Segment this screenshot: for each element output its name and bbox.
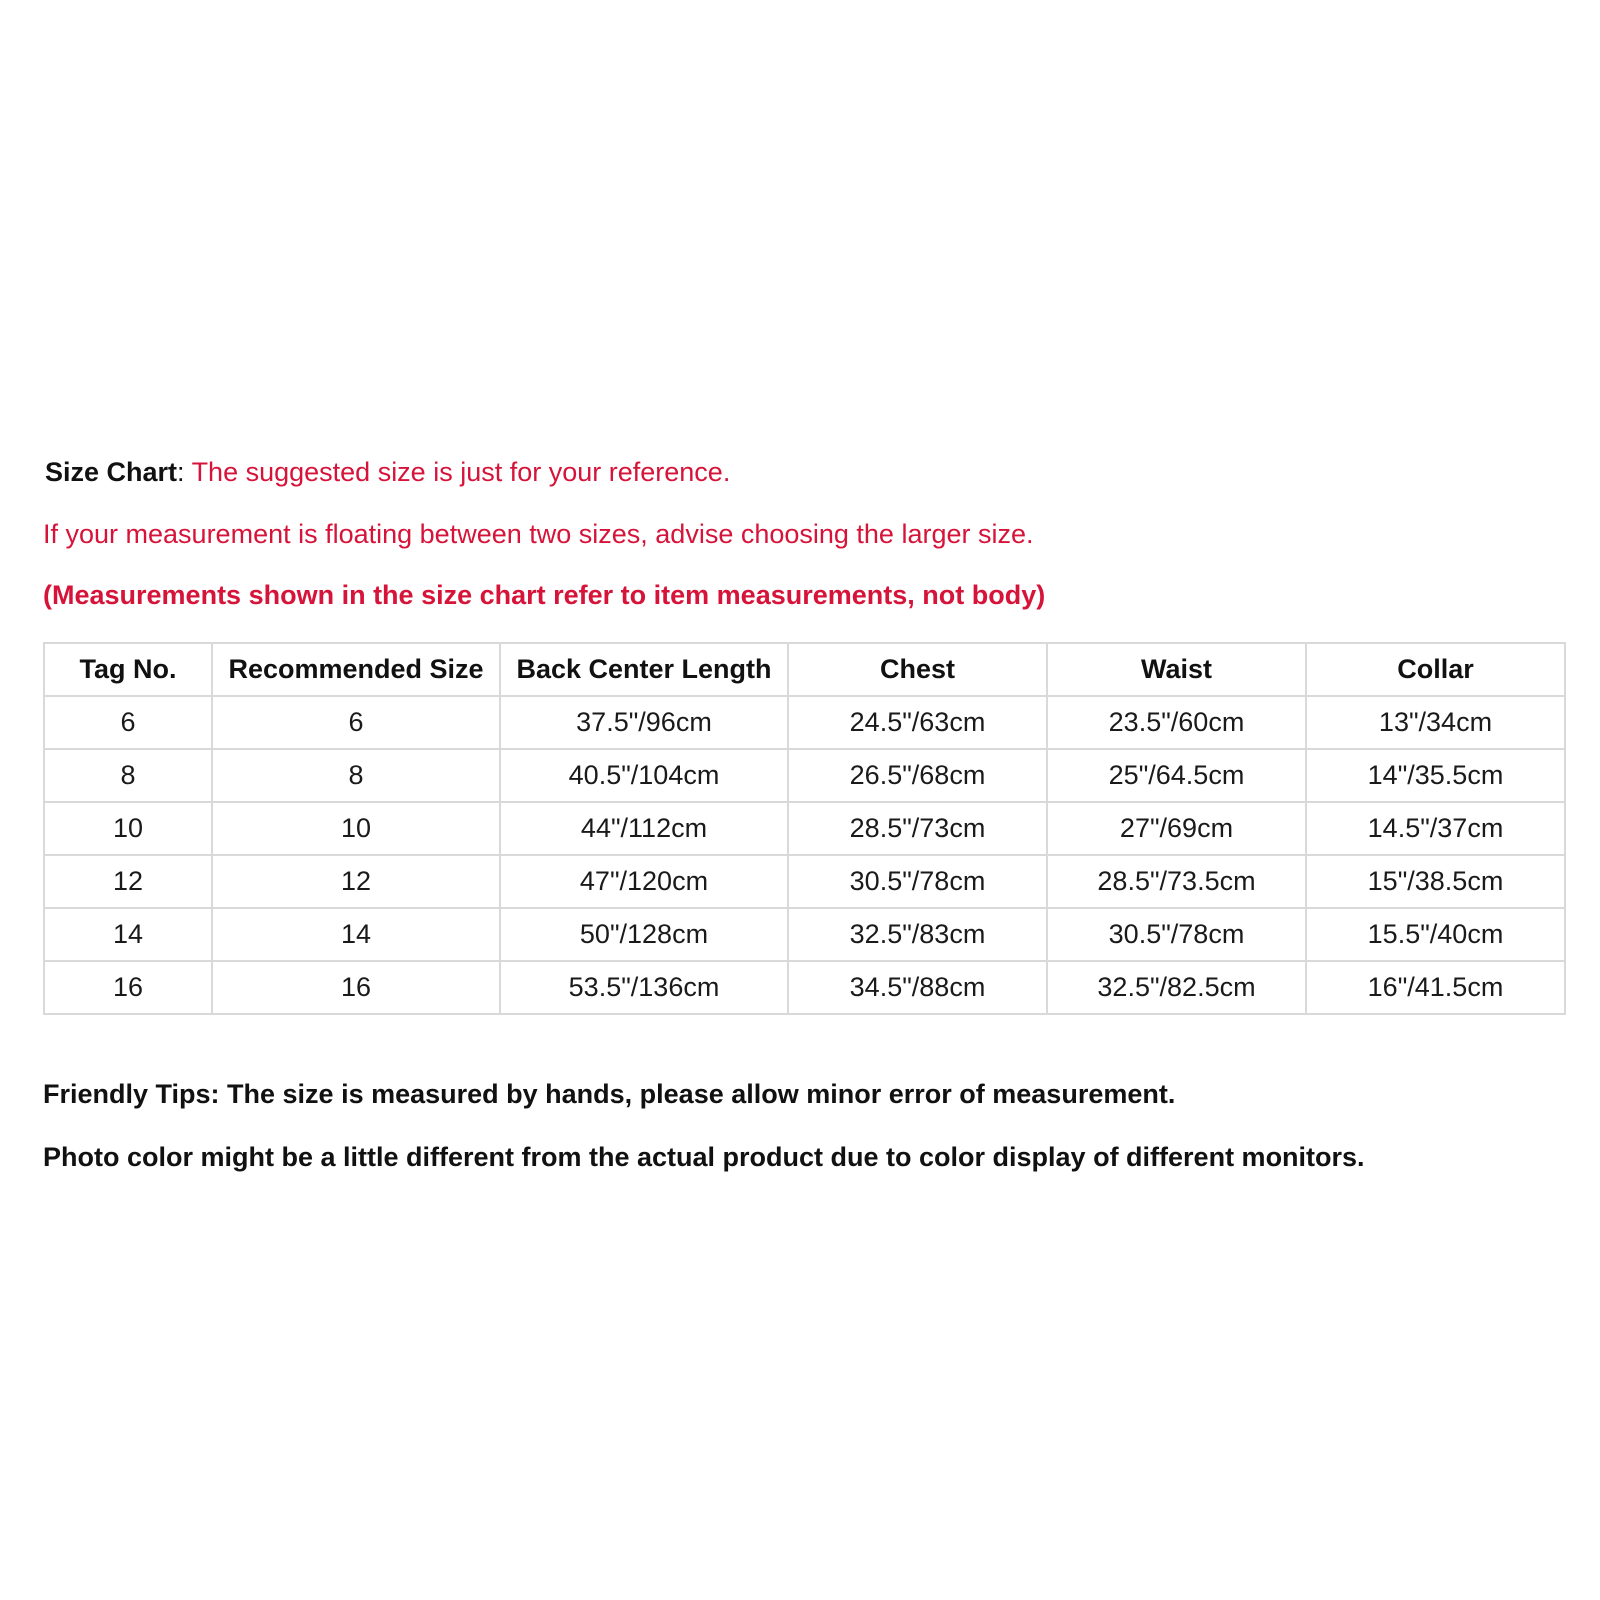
friendly-tips: Friendly Tips: The size is measured by hands, please allow minor error of measurement. bbox=[43, 1079, 1176, 1109]
table-header-row bbox=[44, 643, 1565, 696]
table-cell: 37.5"/96cm bbox=[500, 696, 788, 749]
table-cell: 23.5"/60cm bbox=[1047, 696, 1306, 749]
size-chart-label: Size Chart bbox=[45, 457, 178, 487]
table-cell: 44"/112cm bbox=[500, 802, 788, 855]
table-cell: 32.5"/82.5cm bbox=[1047, 961, 1306, 1014]
table-cell: 14.5"/37cm bbox=[1306, 802, 1565, 855]
reference-note: The suggested size is just for your reference. bbox=[191, 457, 731, 487]
sizing-advice: If your measurement is floating between two sizes, advise choosing the larger size. bbox=[43, 519, 1034, 549]
table-cell: 25"/64.5cm bbox=[1047, 749, 1306, 802]
table-cell: 14 bbox=[44, 908, 212, 961]
table-cell: 16"/41.5cm bbox=[1306, 961, 1565, 1014]
column-header-recommended-size: Recommended Size bbox=[212, 643, 500, 696]
table-cell: 24.5"/63cm bbox=[788, 696, 1047, 749]
measurement-note: (Measurements shown in the size chart refer to item measurements, not body) bbox=[43, 580, 1046, 610]
table-cell: 12 bbox=[44, 855, 212, 908]
table-row bbox=[44, 696, 1565, 749]
column-header-collar: Collar bbox=[1306, 643, 1565, 696]
table-cell: 27"/69cm bbox=[1047, 802, 1306, 855]
column-header-back-center-length: Back Center Length bbox=[500, 643, 788, 696]
table-row bbox=[44, 855, 1565, 908]
table-cell: 6 bbox=[212, 696, 500, 749]
color-disclaimer: Photo color might be a little different from the actual product due to color display of different monitors. bbox=[43, 1142, 1365, 1172]
size-chart-heading bbox=[45, 455, 730, 489]
table-cell: 10 bbox=[44, 802, 212, 855]
table-cell: 53.5"/136cm bbox=[500, 961, 788, 1014]
table-cell: 13"/34cm bbox=[1306, 696, 1565, 749]
column-header-waist: Waist bbox=[1047, 643, 1306, 696]
table-cell: 47"/120cm bbox=[500, 855, 788, 908]
table-cell: 26.5"/68cm bbox=[788, 749, 1047, 802]
table-cell: 6 bbox=[44, 696, 212, 749]
table-cell: 15.5"/40cm bbox=[1306, 908, 1565, 961]
heading-separator: : bbox=[177, 457, 192, 487]
table-cell: 32.5"/83cm bbox=[788, 908, 1047, 961]
table-cell: 16 bbox=[44, 961, 212, 1014]
table-cell: 30.5"/78cm bbox=[1047, 908, 1306, 961]
table-cell: 16 bbox=[212, 961, 500, 1014]
table-row bbox=[44, 961, 1565, 1014]
table-cell: 50"/128cm bbox=[500, 908, 788, 961]
table-row bbox=[44, 802, 1565, 855]
table-cell: 40.5"/104cm bbox=[500, 749, 788, 802]
table-cell: 28.5"/73cm bbox=[788, 802, 1047, 855]
column-header-tag-no: Tag No. bbox=[44, 643, 212, 696]
table-cell: 14"/35.5cm bbox=[1306, 749, 1565, 802]
table-cell: 10 bbox=[212, 802, 500, 855]
table-cell: 8 bbox=[44, 749, 212, 802]
table-cell: 15"/38.5cm bbox=[1306, 855, 1565, 908]
table-cell: 28.5"/73.5cm bbox=[1047, 855, 1306, 908]
table-row bbox=[44, 749, 1565, 802]
table-cell: 8 bbox=[212, 749, 500, 802]
table-cell: 34.5"/88cm bbox=[788, 961, 1047, 1014]
table-cell: 14 bbox=[212, 908, 500, 961]
size-table bbox=[43, 642, 1566, 1015]
column-header-chest: Chest bbox=[788, 643, 1047, 696]
table-cell: 30.5"/78cm bbox=[788, 855, 1047, 908]
table-row bbox=[44, 908, 1565, 961]
table-cell: 12 bbox=[212, 855, 500, 908]
